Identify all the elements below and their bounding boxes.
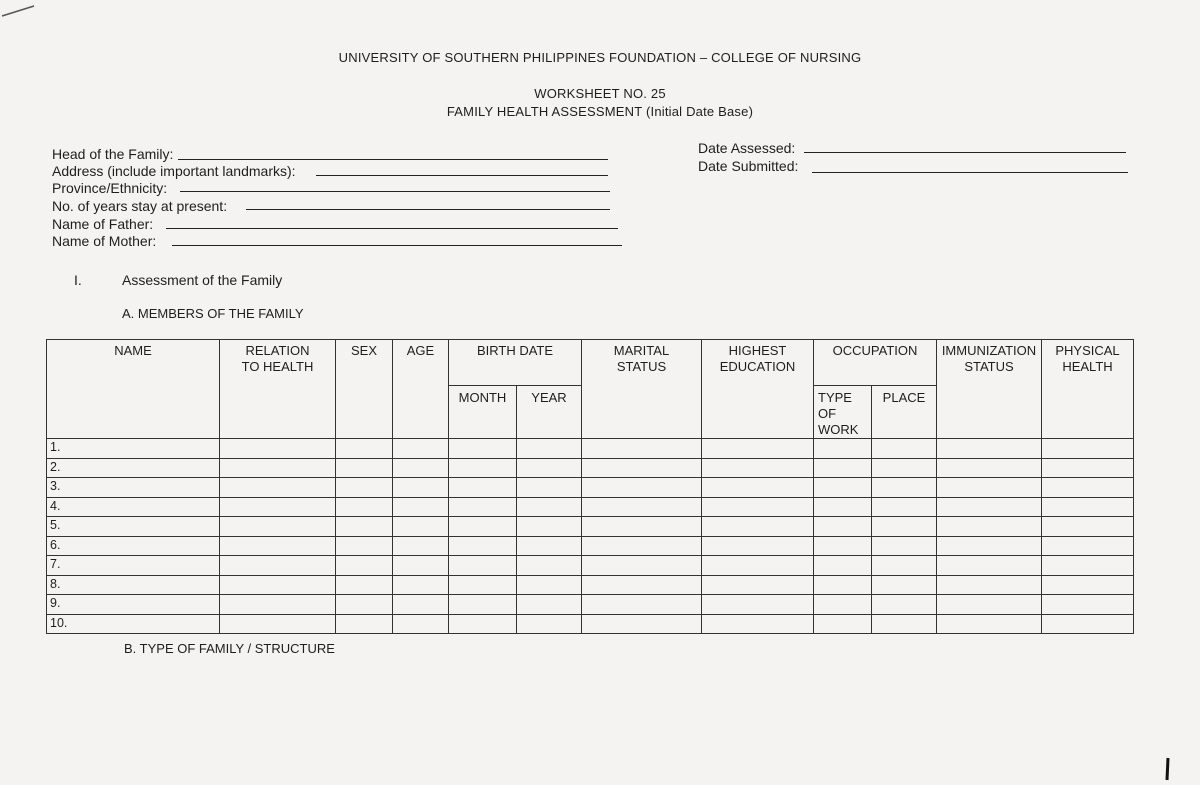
address-line[interactable]: [316, 175, 608, 176]
month-header: MONTH: [449, 386, 517, 439]
row-number[interactable]: 10.: [47, 614, 220, 634]
place-header: PLACE: [872, 386, 937, 439]
row-number[interactable]: 5.: [47, 517, 220, 537]
date-submitted-label: Date Submitted:: [698, 158, 799, 174]
date-submitted-line[interactable]: [812, 172, 1128, 173]
physical-health-header: PHYSICAL HEALTH: [1042, 340, 1134, 439]
date-assessed-line[interactable]: [804, 152, 1126, 153]
table-row: [47, 517, 1134, 537]
birth-date-header: BIRTH DATE: [449, 340, 582, 386]
head-of-family-label: Head of the Family:: [52, 146, 174, 162]
marital-status-header: MARITAL STATUS: [582, 340, 702, 439]
table-row: [47, 556, 1134, 576]
mother-name-label: Name of Mother:: [52, 233, 157, 249]
table-row: [47, 458, 1134, 478]
years-stay-label: No. of years stay at present:: [52, 198, 228, 214]
table-row: [47, 497, 1134, 517]
row-number[interactable]: 4.: [47, 497, 220, 517]
form-title: FAMILY HEALTH ASSESSMENT (Initial Date Base): [446, 104, 754, 119]
table-row: [47, 575, 1134, 595]
table-row: [47, 614, 1134, 634]
father-name-label: Name of Father:: [52, 216, 154, 232]
institution-heading: UNIVERSITY OF SOUTHERN PHILIPPINES FOUNDATION – COLLEGE OF NURSING: [338, 50, 862, 65]
table-row: [47, 478, 1134, 498]
type-of-work-header: TYPE OF WORK: [814, 386, 872, 439]
address-label: Address (include important landmarks):: [52, 163, 296, 179]
section-number: I.: [74, 272, 82, 288]
row-number[interactable]: 9.: [47, 595, 220, 615]
family-type-heading: B. TYPE OF FAMILY / STRUCTURE: [124, 641, 335, 656]
age-header: AGE: [393, 340, 449, 439]
members-table: [46, 339, 1134, 634]
table-row: [47, 439, 1134, 459]
members-heading: A. MEMBERS OF THE FAMILY: [122, 306, 304, 321]
years-stay-line[interactable]: [246, 209, 610, 210]
row-number[interactable]: 8.: [47, 575, 220, 595]
worksheet-number: WORKSHEET NO. 25: [534, 86, 666, 101]
immunization-header: IMMUNIZATION STATUS: [937, 340, 1042, 439]
year-header: YEAR: [517, 386, 582, 439]
row-number[interactable]: 2.: [47, 458, 220, 478]
row-number[interactable]: 6.: [47, 536, 220, 556]
education-header: HIGHEST EDUCATION: [702, 340, 814, 439]
occupation-header: OCCUPATION: [814, 340, 937, 386]
row-number[interactable]: 3.: [47, 478, 220, 498]
scan-mark-bottom-right: [1160, 752, 1180, 784]
father-name-line[interactable]: [166, 228, 618, 229]
mother-name-line[interactable]: [172, 245, 622, 246]
name-header: NAME: [47, 340, 220, 439]
section-title: Assessment of the Family: [122, 272, 283, 288]
table-row: [47, 536, 1134, 556]
row-number[interactable]: 7.: [47, 556, 220, 576]
sex-header: SEX: [336, 340, 393, 439]
province-ethnicity-line[interactable]: [180, 191, 610, 192]
head-of-family-line[interactable]: [178, 159, 608, 160]
relation-header: RELATION TO HEALTH: [220, 340, 336, 439]
row-number[interactable]: 1.: [47, 439, 220, 459]
scan-mark-top-left: [0, 0, 60, 30]
date-assessed-label: Date Assessed:: [698, 140, 796, 156]
province-ethnicity-label: Province/Ethnicity:: [52, 180, 168, 196]
table-row: [47, 595, 1134, 615]
